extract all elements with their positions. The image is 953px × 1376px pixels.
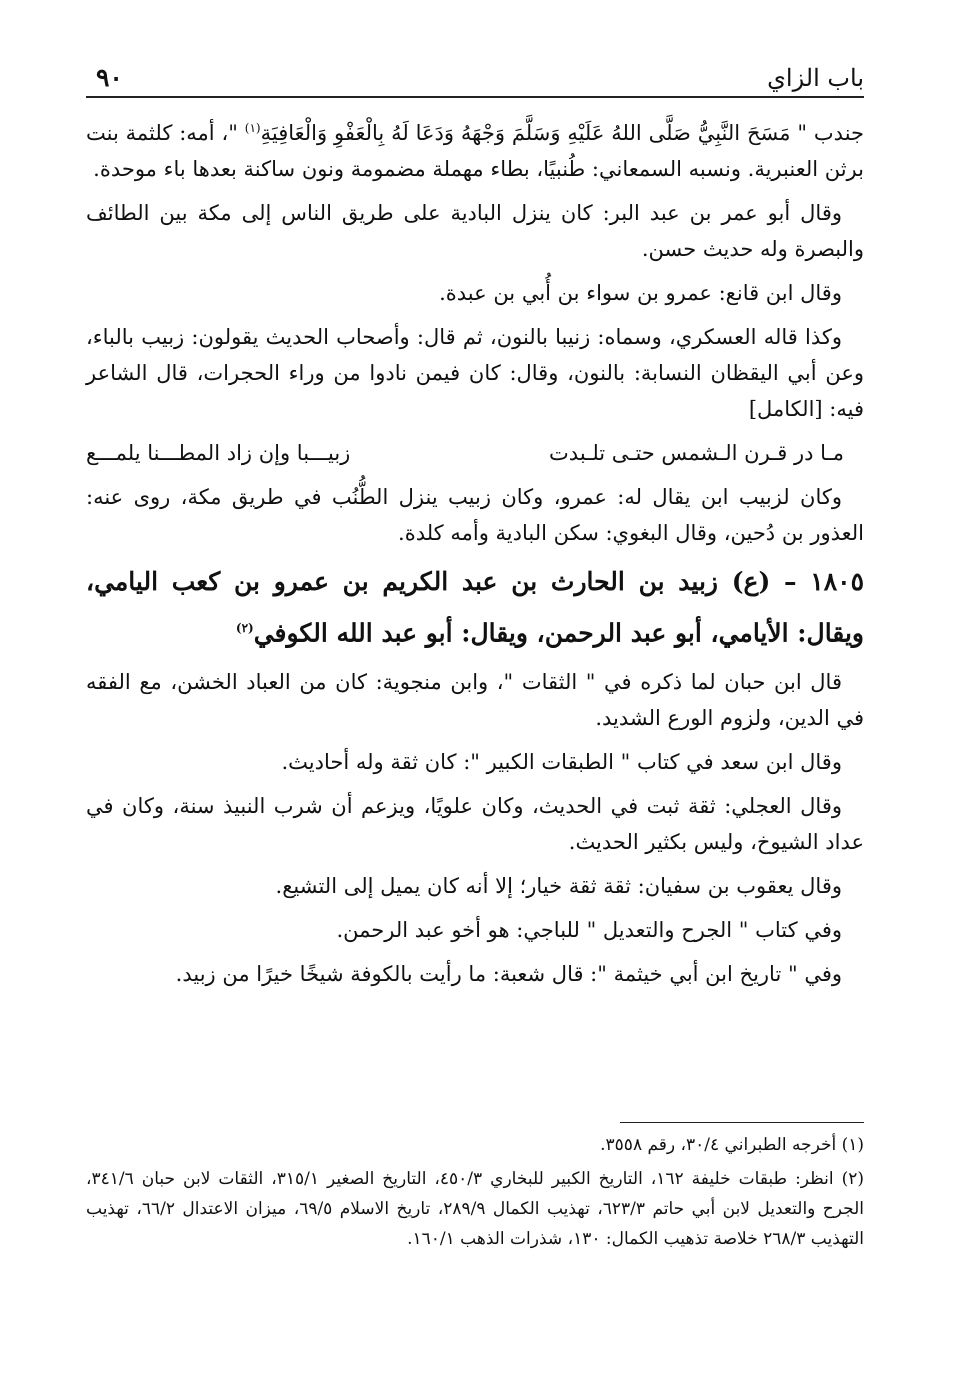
entry-heading xyxy=(86,559,864,656)
page-header xyxy=(86,58,864,98)
footnote-ref: (١) xyxy=(244,121,261,135)
paragraph: وفي كتاب " الجرح والتعديل " للباجي: هو أخو عبد الرحمن. xyxy=(336,918,842,943)
paragraph: وكذا قاله العسكري، وسماه: زنيبا بالنون، ثم قال: وأصحاب الحديث يقولون: زبيب بالباء، وعن أبي اليقظان النسابة: بالنون، وقال: كان فيمن نادوا من وراء الحجرات، قال الشاعر فيه: [الكامل] xyxy=(86,325,864,421)
footnotes xyxy=(86,1130,864,1258)
section-title: باب الزاي xyxy=(767,64,864,92)
paragraph: وفي " تاريخ ابن أبي خيثمة ": قال شعبة: ما رأيت بالكوفة شيخًا خيرًا من زبيد. xyxy=(175,962,842,987)
footnote-separator xyxy=(620,1122,864,1123)
paragraph: وقال أبو عمر بن عبد البر: كان ينزل البادية على طريق الناس إلى مكة بين الطائف والبصرة وله حديث حسن. xyxy=(86,201,864,261)
footnote-1: (١) أخرجه الطبراني ٣٠/٤، رقم ٣٥٥٨. xyxy=(600,1135,864,1155)
entry-heading-text: ١٨٠٥ – (ع) زبيد بن الحارث بن عبد الكريم بن عمرو بن كعب اليامي، ويقال: الأيامي، أبو عبد الرحمن، ويقال: أبو عبد الله الكوفي xyxy=(86,567,864,648)
verse-first-hemistich: مـا در قـرن الـشمس حتـى تلـبدت xyxy=(549,441,844,465)
paragraph-text: "، أمه: كلثمة بنت برثن العنبرية. ونسبه السمعاني: طُنبيًا، بطاء مهملة مضمومة ونون ساكنة بعدها باء موحدة. xyxy=(86,121,864,181)
paragraph-text: جندب " مَسَحَ النَّبِيُّ صَلَّى اللهُ عَلَيْهِ وَسَلَّمَ وَجْهَهُ وَدَعَا لَهُ بِالْعَفْوِ وَالْعَافِيَةِ xyxy=(260,121,865,145)
paragraph xyxy=(86,110,864,187)
main-text xyxy=(86,110,864,1000)
paragraph: وقال ابن سعد في كتاب " الطبقات الكبير ": كان ثقة وله أحاديث. xyxy=(281,750,842,775)
paragraph: وقال يعقوب بن سفيان: ثقة ثقة خيار؛ إلا أنه كان يميل إلى التشيع. xyxy=(275,874,842,899)
verse-second-hemistich: زبيـــبا وإن زاد المطـــنا يلمـــع xyxy=(86,441,351,465)
footnote-ref: (٢) xyxy=(235,621,254,635)
paragraph: وقال ابن قانع: عمرو بن سواء بن أُبي بن عبدة. xyxy=(439,281,842,305)
poem-verse xyxy=(86,435,864,471)
paragraph: وكان لزبيب ابن يقال له: عمرو، وكان زبيب ينزل الطُّنُب في طريق مكة، روى عنه: العذور بن دُحين، وقال البغوي: سكن البادية وأمه كلدة. xyxy=(86,485,864,545)
page-number: ٩٠ xyxy=(96,63,123,92)
paragraph: قال ابن حبان لما ذكره في " الثقات "، وابن منجوية: كان من العباد الخشن، مع الفقه في الدين، ولزوم الورع الشديد. xyxy=(86,670,864,731)
footnote-2: (٢) انظر: طبقات خليفة ١٦٢، التاريخ الكبير للبخاري ٤٥٠/٣، التاريخ الصغير ٣١٥/١، الثقات لابن حبان ٣٤١/٦، الجرح والتعديل لابن أبي حاتم ٦٢٣/٣، تهذيب الكمال ٢٨٩/٩، تاريخ الاسلام ٦٩/٥، ميزان الاعتدال ٦٦/٢، تهذيب التهذيب ٢٦٨/٣ خلاصة تذهيب الكمال: ١٣٠، شذرات الذهب ١٦٠/١. xyxy=(86,1169,865,1249)
paragraph: وقال العجلي: ثقة ثبت في الحديث، وكان علويًا، ويزعم أن شرب النبيذ سنة، وكان في عداد الشيوخ، وليس بكثير الحديث. xyxy=(86,794,864,855)
